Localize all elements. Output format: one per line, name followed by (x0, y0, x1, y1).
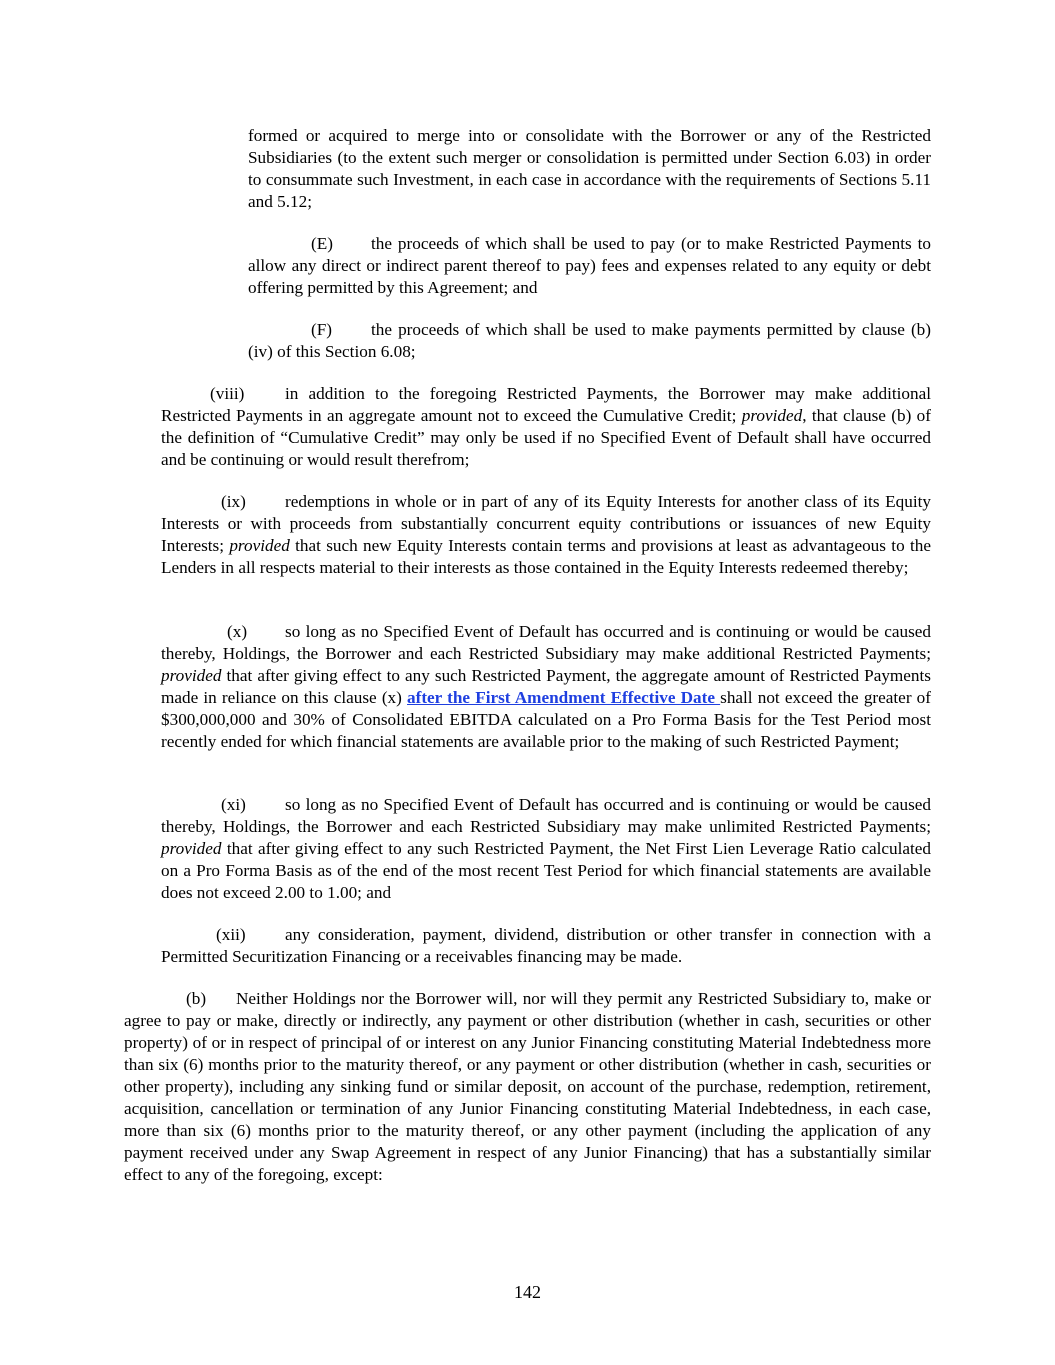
clause-b-marker: (b) (186, 989, 207, 1008)
clause-viii-provided: provided (741, 406, 803, 425)
clause-xi-paragraph (161, 794, 931, 904)
clause-x-text-after: shall not exceed the greater of $300,000,000 and 30% of Consolidated EBITDA calculated on a Pro Forma Basis for the Test Period most recently ended for which financial statements are available prior to the making of such Restricted Payment; (161, 688, 932, 751)
clause-viii-paragraph (161, 383, 931, 471)
clause-x-paragraph (161, 621, 931, 753)
continuation-text: formed or acquired to merge into or consolidate with the Borrower or any of the Restricted Subsidiaries (to the extent such merger or consolidation is permitted under Section 6.03) in order to consummate such Investment, in each case in accordance with the requirements of Sections 5.11 and 5.12; (248, 126, 931, 211)
clause-x-marker: (x) (227, 622, 248, 641)
clause-ix-text-before: redemptions in whole or in part of any of its Equity Interests for another class of its Equity Interests or with proceeds from substantially concurrent equity contributions or issuances of new Equity Interests; (161, 492, 931, 555)
clause-ix-paragraph (161, 491, 931, 579)
clause-f-text: the proceeds of which shall be used to make payments permitted by clause (b)(iv) of this Section 6.08; (248, 320, 931, 361)
clause-ix-text-after: that such new Equity Interests contain terms and provisions at least as advantageous to the Lenders in all respects material to their interests as those contained in the Equity Interests redeemed thereby; (161, 536, 931, 577)
clause-x-provided: provided (161, 666, 222, 685)
clause-x-text-middle: that after giving effect to any such Restricted Payment, the aggregate amount of Restricted Payments made in reliance on this clause (x) (161, 666, 931, 707)
clause-xi-provided: provided (161, 839, 222, 858)
clause-xii-marker: (xii) (216, 925, 246, 944)
clause-x-text-before: so long as no Specified Event of Default has occurred and is continuing or would be caused thereby, Holdings, the Borrower and each Restricted Subsidiary may make additional Restricted Payments; (161, 622, 931, 663)
clause-xii-paragraph (161, 924, 931, 968)
clause-e-marker: (E) (311, 234, 333, 253)
clause-xi-marker: (xi) (221, 795, 246, 814)
clause-e-paragraph (248, 233, 931, 299)
clause-viii-text-after: , that clause (b) of the definition of “Cumulative Credit” may only be used if no Specified Event of Default shall have occurred and be continuing or would result therefrom; (161, 406, 931, 469)
clause-f-paragraph (248, 319, 931, 363)
clause-f-marker: (F) (311, 320, 333, 339)
continuation-paragraph (248, 125, 931, 213)
first-amendment-insertion: after the First Amendment Effective Date (407, 688, 721, 707)
clause-xi-text-before: so long as no Specified Event of Default has occurred and is continuing or would be caused thereby, Holdings, the Borrower and each Restricted Subsidiary may make unlimited Restricted Payments; (161, 795, 931, 836)
clause-xi-text-after: that after giving effect to any such Restricted Payment, the Net First Lien Leverage Ratio calculated on a Pro Forma Basis as of the end of the most recent Test Period for which financial statements are available does not exceed 2.00 to 1.00; and (161, 839, 931, 902)
clause-xii-text: any consideration, payment, dividend, distribution or other transfer in connection with a Permitted Securitization Financing or a receivables financing may be made. (161, 925, 931, 966)
clause-e-text: the proceeds of which shall be used to pay (or to make Restricted Payments to allow any direct or indirect parent thereof to pay) fees and expenses related to any equity or debt offering permitted by this Agreement; and (248, 234, 931, 297)
clause-ix-marker: (ix) (221, 492, 246, 511)
clause-viii-text-before: in addition to the foregoing Restricted Payments, the Borrower may make additional Restricted Payments in an aggregate amount not to exceed the Cumulative Credit; (161, 384, 931, 425)
clause-viii-marker: (viii) (210, 384, 245, 403)
clause-b-paragraph (124, 988, 931, 1186)
page-number: 142 (514, 1282, 541, 1302)
clause-b-text: Neither Holdings nor the Borrower will, nor will they permit any Restricted Subsidiary to, make or agree to pay or make, directly or indirectly, any payment or other distribution (whether in cash, securities or other property) of or in respect of principal of or interest on any Junior Financing constituting Material Indebtedness more than six (6) months prior to the maturity thereof, or any payment or other distribution (whether in cash, securities or other property), including any sinking fund or similar deposit, on account of the purchase, redemption, retirement, acquisition, cancellation or termination of any Junior Financing constituting Material Indebtedness, in each case, more than six (6) months prior to the maturity thereof, or any other payment (including the application of any payment received under any Swap Agreement in respect of any Junior Financing) that has a substantially similar effect to any of the foregoing, except: (124, 989, 931, 1184)
clause-ix-provided: provided (229, 536, 290, 555)
